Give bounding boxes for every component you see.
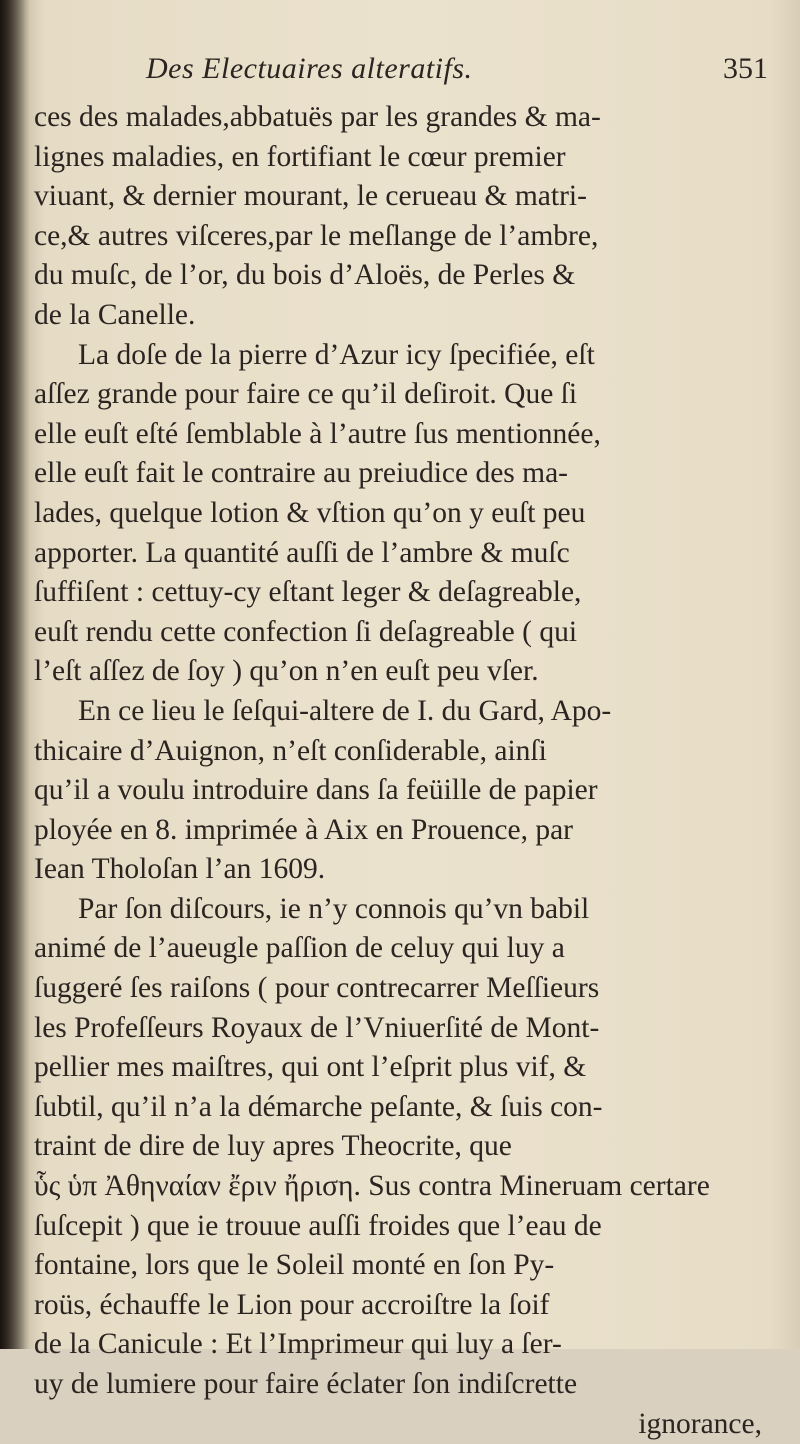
text-line: uy de lumiere pour faire éclater ſon indiſcrette bbox=[34, 1368, 578, 1400]
text-line: ſuggeré ſes raiſons ( pour contrecarrer Meſſieurs bbox=[34, 972, 600, 1005]
text-line: apporter. La quantité auſſi de l’ambre & muſc bbox=[34, 536, 570, 569]
body-text bbox=[34, 98, 776, 1444]
text-line: l’eſt aſſez de ſoy ) qu’on n’en euſt peu vſer. bbox=[34, 655, 539, 688]
text-line: ſuſcepit ) que ie trouue auſſi froides que l’eau de bbox=[34, 1209, 602, 1242]
text-line: fontaine, lors que le Soleil monté en ſon Py- bbox=[34, 1249, 555, 1282]
text-line: ces des malades,abbatuës par les grandes & ma- bbox=[34, 101, 601, 133]
text-line: ce,& autres viſceres,par le meſlange de l’ambre, bbox=[34, 219, 599, 252]
text-line: qu’il a voulu introduire dans ſa feüille de papier bbox=[34, 774, 598, 807]
text-line: euſt rendu cette confection ſi deſagreable ( qui bbox=[34, 615, 578, 648]
text-line: viuant, & dernier mourant, le cerueau & matri- bbox=[34, 180, 587, 213]
text-line: ſuffiſent : cettuy-cy eſtant leger & deſagreable, bbox=[34, 576, 582, 609]
text-line: lignes maladies, en fortifiant le cœur premier bbox=[34, 140, 566, 173]
text-line: les Profeſſeurs Royaux de l’Vniuerſité de Mont- bbox=[34, 1011, 600, 1044]
text-line: En ce lieu le ſeſqui-altere de I. du Gard, Apo- bbox=[78, 694, 612, 727]
text-line: lades, quelque lotion & vſtion qu’on y euſt peu bbox=[34, 496, 586, 529]
spine-shadow bbox=[0, 0, 30, 1349]
text-line: ignorance, bbox=[638, 1407, 762, 1440]
text-line: aſſez grande pour faire ce qu’il deſiroit. Que ſi bbox=[34, 378, 578, 411]
text-line: elle euſt fait le contraire au preiudice des ma- bbox=[34, 457, 569, 490]
text-line: elle euſt eſté ſemblable à l’autre ſus mentionnée, bbox=[34, 417, 601, 450]
running-title: Des Electuaires alteratifs. bbox=[146, 52, 473, 85]
text-line: pellier mes maiſtres, qui ont l’eſprit plus vif, & bbox=[34, 1051, 587, 1084]
text-line: Iean Tholoſan l’an 1609. bbox=[34, 853, 326, 886]
text-line: Par ſon diſcours, ie n’y connois qu’vn babil bbox=[78, 892, 590, 925]
text-line: de la Canelle. bbox=[34, 298, 196, 331]
page-number: 351 bbox=[723, 52, 768, 85]
text-line: du muſc, de l’or, du bois d’Aloës, de Perles & bbox=[34, 259, 576, 292]
text-line: traint de dire de luy apres Theocrite, que bbox=[34, 1130, 512, 1163]
text-line: roüs, échauffe le Lion pour accroiſtre la ſoif bbox=[34, 1288, 550, 1321]
text-line: ployée en 8. imprimée à Aix en Prouence, par bbox=[34, 813, 574, 846]
text-line: La doſe de la pierre d’Azur icy ſpecifiée, eſt bbox=[78, 338, 595, 371]
text-block bbox=[34, 40, 776, 1444]
text-line: de la Canicule : Et l’Imprimeur qui luy a ſer- bbox=[34, 1328, 562, 1361]
text-line: ſubtil, qu’il n’a la démarche peſante, & ſuis con- bbox=[34, 1090, 603, 1123]
running-head bbox=[34, 40, 776, 96]
text-line: ὗς ὑπ Ἀθηναίαν ἔριν ἤριση. Sus contra Mineruam certare bbox=[34, 1170, 710, 1203]
text-line: thicaire d’Auignon, n’eſt conſiderable, ainſi bbox=[34, 734, 547, 767]
text-line: animé de l’aueugle paſſion de celuy qui luy a bbox=[34, 932, 565, 965]
